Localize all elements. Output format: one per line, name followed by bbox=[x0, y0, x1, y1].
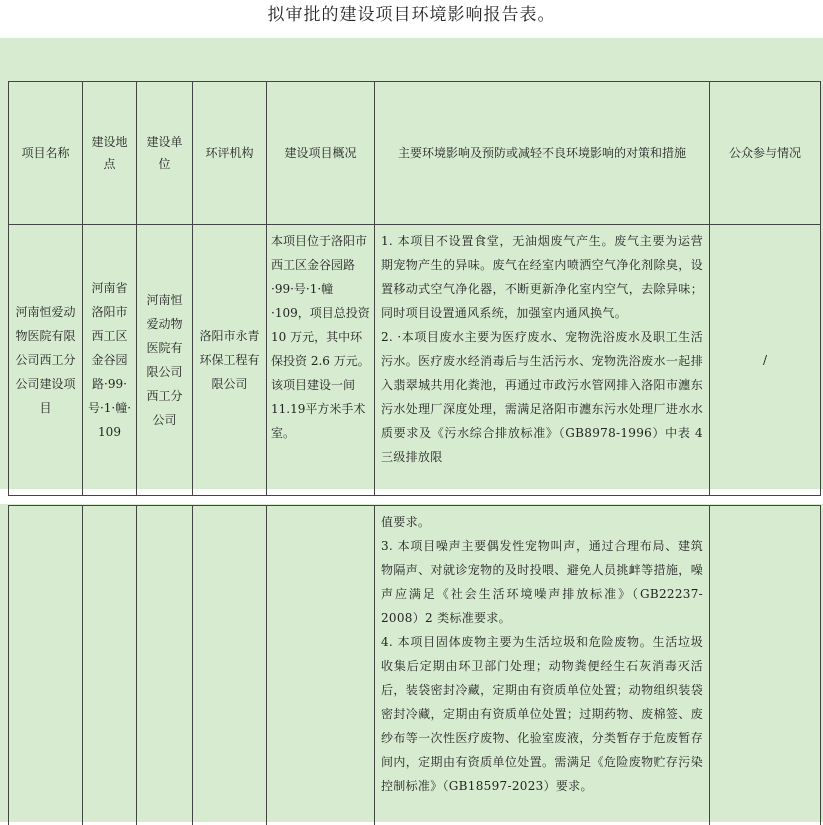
cell-builder: 河南恒爱动物医院有限公司西工分公司 bbox=[137, 225, 193, 496]
measure-paragraph: 值要求。 bbox=[381, 510, 703, 534]
cell-overview: 本项目位于洛阳市西工区金谷园路·99·号·1·幢·109，项目总投资 10 万元，其中环保投资 2.6 万元。该项目建设一间 11.19平方米手术室。 bbox=[267, 225, 375, 496]
header-project-name: 项目名称 bbox=[9, 82, 83, 225]
header-location: 建设地点 bbox=[83, 82, 137, 225]
cell-empty bbox=[193, 506, 267, 825]
cell-empty bbox=[267, 506, 375, 825]
eia-table-part-2 bbox=[8, 505, 821, 825]
header-measures: 主要环境影响及预防或减轻不良环境影响的对策和措施 bbox=[375, 82, 710, 225]
table-row bbox=[9, 225, 821, 496]
eia-table-part-1 bbox=[8, 81, 821, 496]
cell-public: / bbox=[710, 225, 821, 496]
cell-eia-agency: 洛阳市永青环保工程有限公司 bbox=[193, 225, 267, 496]
page-title: 拟审批的建设项目环境影响报告表。 bbox=[0, 0, 823, 32]
cell-empty bbox=[9, 506, 83, 825]
header-overview: 建设项目概况 bbox=[267, 82, 375, 225]
cell-empty bbox=[137, 506, 193, 825]
cell-project-name: 河南恒爱动物医院有限公司西工分公司建设项目 bbox=[9, 225, 83, 496]
table-row bbox=[9, 506, 821, 825]
cell-empty bbox=[710, 506, 821, 825]
measure-paragraph: 1. 本项目不设置食堂，无油烟废气产生。废气主要为运营期宠物产生的异味。废气在经室内喷洒空气净化剂除臭，设置移动式空气净化器，不断更新净化室内空气，去除异味；同时项目设置通风系统，加强室内通风换气。 bbox=[381, 229, 703, 325]
cell-empty bbox=[83, 506, 137, 825]
header-public: 公众参与情况 bbox=[710, 82, 821, 225]
measure-paragraph: 4. 本项目固体废物主要为生活垃圾和危险废物。生活垃圾收集后定期由环卫部门处理；动物粪便经生石灰消毒灭活后，装袋密封冷藏，定期由有资质单位处置；动物组织装袋密封冷藏，定期由有资质单位处置；过期药物、废棉签、废纱布等一次性医疗废物、化验室废液，分类暂存于危废暂存间内，定期由有资质单位处置。需满足《危险废物贮存污染控制标准》（GB18597-2023）要求。 bbox=[381, 630, 703, 798]
measure-paragraph: 3. 本项目噪声主要偶发性宠物叫声，通过合理布局、建筑物隔声、对就诊宠物的及时投喂、避免人员挑衅等措施，噪声应满足《社会生活环境噪声排放标准》（GB22237-2008）2 类标准要求。 bbox=[381, 534, 703, 630]
header-row bbox=[9, 82, 821, 225]
measure-paragraph: 2. ·本项目废水主要为医疗废水、宠物洗浴废水及职工生活污水。医疗废水经消毒后与生活污水、宠物洗浴废水一起排入翡翠城共用化粪池，再通过市政污水管网排入洛阳市瀍东污水处理厂深度处理，需满足洛阳市瀍东污水处理厂进水水质要求及《污水综合排放标准》（GB8978-1996）中表 4 三级排放限 bbox=[381, 325, 703, 469]
cell-measures-part-2 bbox=[375, 506, 710, 825]
header-builder: 建设单位 bbox=[137, 82, 193, 225]
cell-measures-part-1 bbox=[375, 225, 710, 496]
header-eia-agency: 环评机构 bbox=[193, 82, 267, 225]
cell-location: 河南省洛阳市西工区金谷园路·99·号·1·幢·109 bbox=[83, 225, 137, 496]
